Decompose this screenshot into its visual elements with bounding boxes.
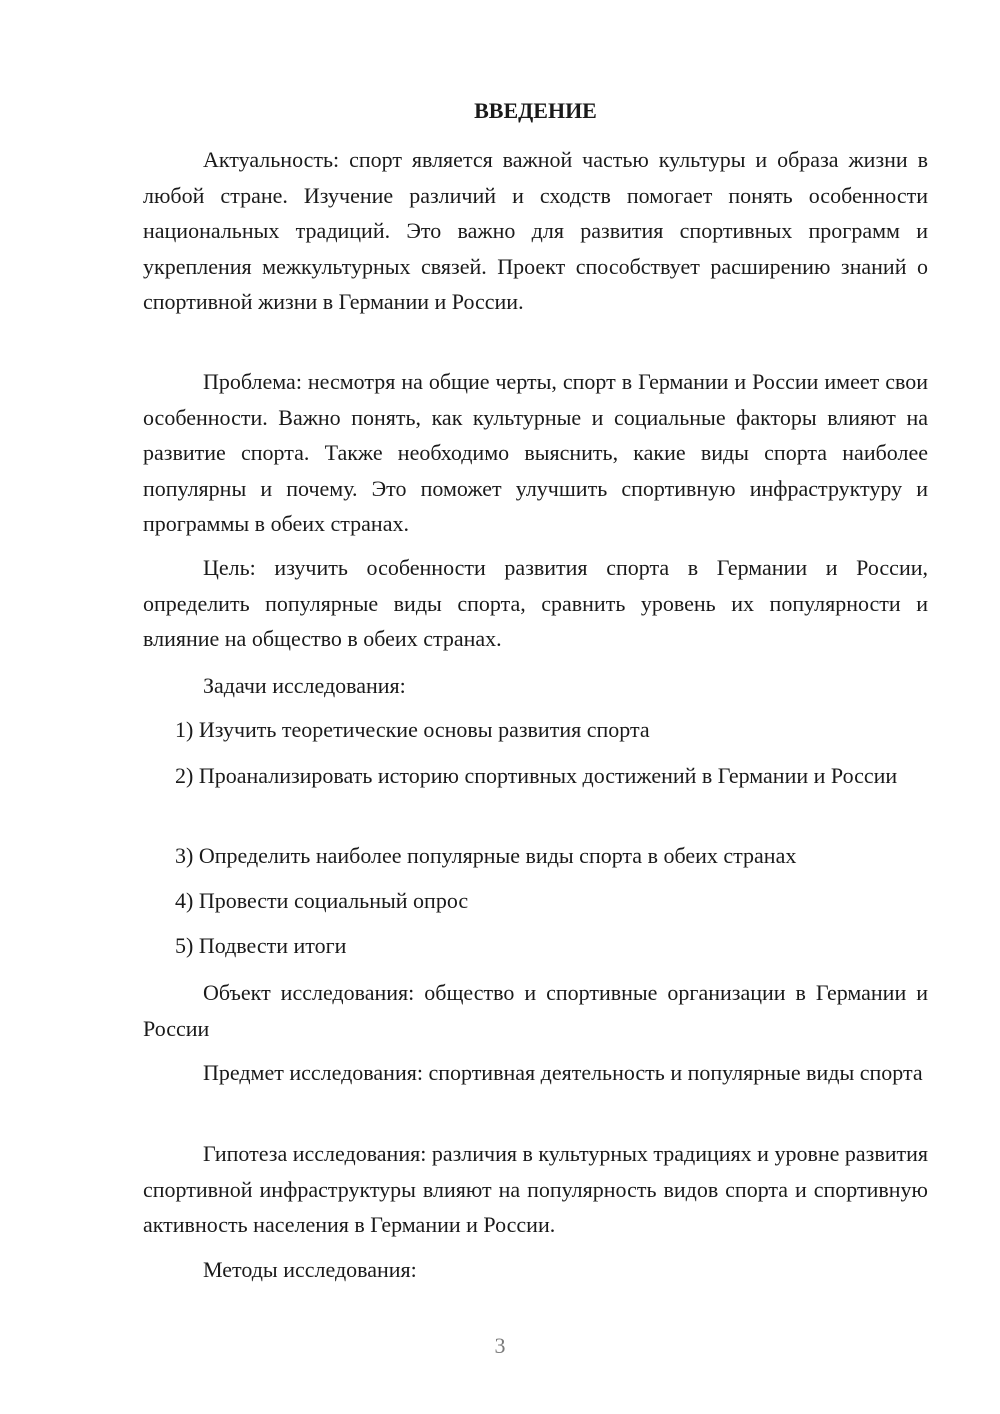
page-number: 3: [494, 1333, 506, 1358]
object-paragraph: Объект исследования: общество и спортивные организации в Германии и России: [143, 980, 928, 1041]
task-item-4: 4) Провести социальный опрос: [175, 888, 469, 913]
task-item-1: 1) Изучить теоретические основы развития спорта: [175, 717, 650, 742]
page-title: ВВЕДЕНИЕ: [474, 98, 597, 123]
goal-paragraph: Цель: изучить особенности развития спорта в Германии и России, определить популярные виды спорта, сравнить уровень их популярности и влияние на общество в обеих странах.: [143, 555, 928, 651]
task-item-2: 2) Проанализировать историю спортивных достижений в Германии и России: [175, 763, 898, 788]
problem-paragraph: Проблема: несмотря на общие черты, спорт в Германии и России имеет свои особенности. Важно понять, как культурные и социальные факторы влияют на развитие спорта. Также необходимо выяснить, какие виды спорта наиболее популярны и почему. Это поможет улучшить спортивную инфраструктуру и программы в обеих странах.: [143, 369, 928, 536]
task-item-5: 5) Подвести итоги: [175, 933, 347, 958]
task-item-3: 3) Определить наиболее популярные виды спорта в обеих странах: [175, 843, 797, 868]
methods-paragraph: Методы исследования:: [203, 1257, 417, 1282]
hypothesis-paragraph: Гипотеза исследования: различия в культурных традициях и уровне развития спортивной инфраструктуры влияют на популярность видов спорта и спортивную активность населения в Германии и России.: [143, 1141, 928, 1237]
subject-paragraph: Предмет исследования: спортивная деятельность и популярные виды спорта: [203, 1060, 923, 1085]
tasks-heading: Задачи исследования:: [203, 673, 406, 698]
relevance-paragraph: Актуальность: спорт является важной частью культуры и образа жизни в любой стране. Изучение различий и сходств помогает понять особенности национальных традиций. Это важно для развития спортивных программ и укрепления межкультурных связей. Проект способствует расширению знаний о спортивной жизни в Германии и России.: [143, 147, 928, 314]
